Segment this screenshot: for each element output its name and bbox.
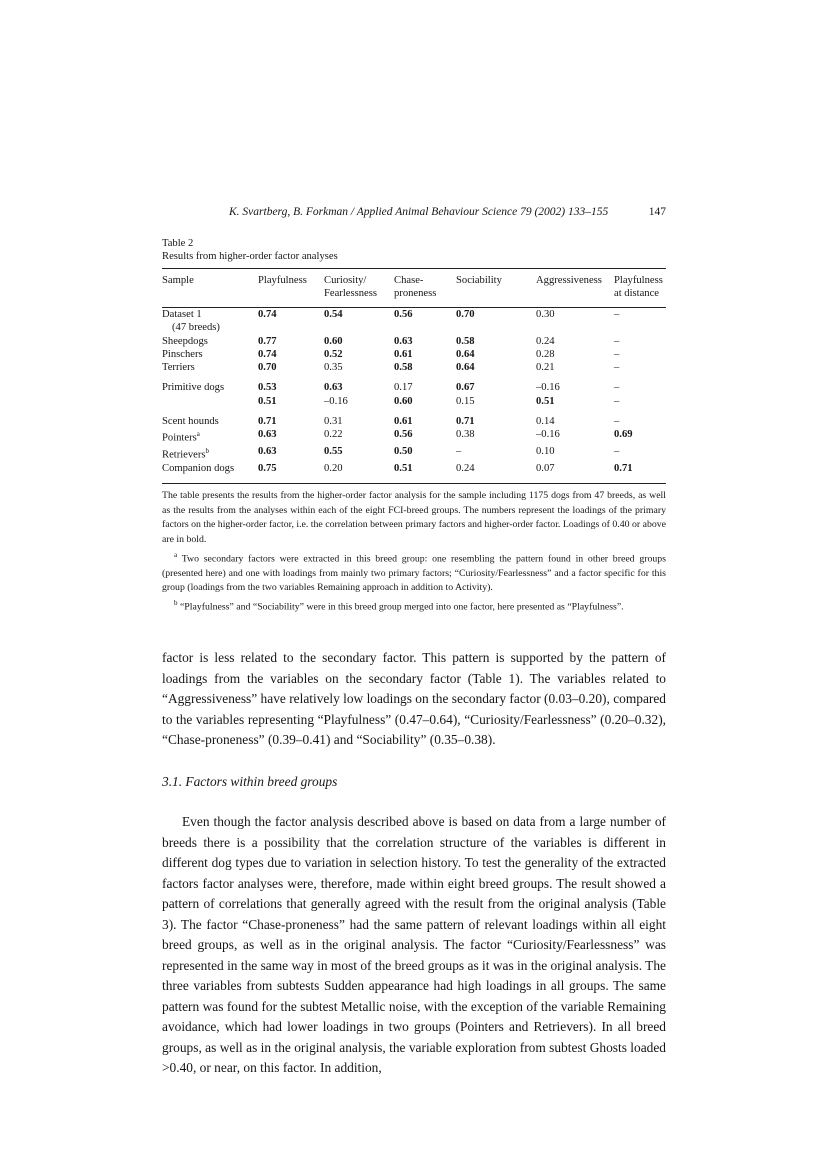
row-label: Terriers xyxy=(162,362,195,374)
footnote-mark-a: a xyxy=(196,430,200,439)
row-label: Primitive dogs xyxy=(162,382,225,394)
table-note-main: The table presents the results from the higher-order factor analysis for the sample including 1175 dogs from 47 breeds, as well as the results from the analyses within each of the eight FCI-breed groups. The numbers represent the loadings of the primary factors on the higher-order factor, i.e. the correlation between primary factors and higher-order factor. Loadings of 0.40 or above are in bold. xyxy=(162,490,666,546)
table-row xyxy=(162,395,666,408)
cell-value: 0.71 xyxy=(456,416,475,428)
cell-value: 0.24 xyxy=(456,463,475,475)
cell-value: 0.15 xyxy=(456,395,475,407)
cell-value: – xyxy=(614,416,620,428)
cell-value: 0.28 xyxy=(536,348,555,360)
cell-value: 0.54 xyxy=(324,309,343,320)
cell-value: 0.70 xyxy=(258,362,277,374)
row-label: Retrievers$^b$ xyxy=(162,447,210,461)
cell-value: 0.75 xyxy=(258,463,277,475)
cell-value: 0.61 xyxy=(394,416,413,428)
cell-value: 0.67 xyxy=(456,382,475,394)
table-footnote-a: $^a$ Two secondary factors were extracted in this breed group: one resembling the pattern found in other breed groups (presented here) and one with loadings from mainly two primary factors; “Curiosity/Fearlessness” and a factor specific for this group (loadings from the two variables Remaining approach in addition to Activity). xyxy=(162,550,666,594)
table-row xyxy=(162,462,666,475)
table-row xyxy=(162,445,666,462)
col-header-curiosity: Curiosity/ Fearlessness xyxy=(324,275,377,299)
cell-value: 0.07 xyxy=(536,463,555,475)
table-body xyxy=(162,304,666,475)
cell-value: 0.60 xyxy=(324,335,343,347)
cell-value: – xyxy=(614,335,620,347)
table-row xyxy=(162,428,666,445)
section-heading: 3.1. Factors within breed groups xyxy=(162,773,338,789)
cell-value: – xyxy=(614,395,620,407)
table-row xyxy=(162,374,666,394)
paragraph: factor is less related to the secondary factor. This pattern is supported by the pattern of loadings from the variables on the secondary factor (Table 1). The variables related to “Aggressiveness” have relatively low loadings on the secondary factor (0.03–0.20), compared to the variables representing “Playfulness” (0.47–0.64), “Curiosity/Fearlessness” (0.20–0.32), “Chase-proneness” (0.39–0.41) and “Sociability” (0.35–0.38). xyxy=(162,650,666,747)
cell-value: 0.63 xyxy=(258,446,277,458)
row-label: Scent hounds xyxy=(162,416,219,428)
cell-value: 0.71 xyxy=(614,463,633,475)
running-header xyxy=(162,206,666,222)
table-row xyxy=(162,348,666,361)
cell-value: 0.61 xyxy=(394,348,413,360)
results-table xyxy=(162,275,666,475)
cell-value: 0.74 xyxy=(258,309,277,320)
cell-value: 0.53 xyxy=(258,382,277,394)
cell-value: 0.63 xyxy=(324,382,343,394)
cell-value: 0.64 xyxy=(456,348,475,360)
cell-value: 0.31 xyxy=(324,416,343,428)
col-header-sample: Sample xyxy=(162,275,194,286)
row-label xyxy=(162,395,258,408)
cell-value: 0.52 xyxy=(324,348,343,360)
table-label: Table 2 xyxy=(162,238,194,249)
table-bottom-rule xyxy=(162,483,666,484)
cell-value: 0.22 xyxy=(324,429,343,441)
cell-value: 0.56 xyxy=(394,309,413,320)
cell-value: 0.51 xyxy=(258,395,277,407)
col-header-sociability: Sociability xyxy=(456,275,502,286)
cell-value: 0.17 xyxy=(394,382,413,394)
table-top-rule xyxy=(162,268,666,269)
cell-value: 0.38 xyxy=(456,429,475,441)
cell-value: – xyxy=(614,348,620,360)
cell-value: 0.20 xyxy=(324,463,343,475)
col-header-aggressiveness: Aggressiveness xyxy=(536,275,602,286)
cell-value: 0.50 xyxy=(394,446,413,458)
paragraph: Even though the factor analysis described above is based on data from a large number of breeds there is a possibility that the correlation structure of the variables is different in different dog types due to variation in selection history. To test the generality of the extracted factors factor analyses were, therefore, made within eight breed groups. The result showed a pattern of correlations that generally agreed with the result from the original analysis (Table 3). The factor “Chase-proneness” had the same pattern of relevant loadings within all eight breed groups, as well as in the original analysis. The factor “Curiosity/Fearlessness” was represented in the same way in most of the breed groups as it was in the original analysis. The three variables from subtests Sudden appearance had high loadings in all groups. The same pattern was found for the subtest Metallic noise, with the exception of the variable Remaining avoidance, which had lower loadings in two groups (Pointers and Retrievers). In all breed groups, as well as in the original analysis, the variable exploration from subtest Ghosts loaded >0.40, or near, on this factor. In addition, xyxy=(162,814,666,1075)
row-label: (47 breeds) xyxy=(172,322,220,334)
cell-value: – xyxy=(456,446,462,458)
cell-value: 0.35 xyxy=(324,362,343,374)
row-label: Dataset 1 xyxy=(162,309,202,320)
running-title: K. Svartberg, B. Forkman / Applied Animal Behaviour Science 79 (2002) 133–155 xyxy=(229,206,609,218)
table-title: Results from higher-order factor analyses xyxy=(162,251,338,262)
cell-value: 0.24 xyxy=(536,335,555,347)
cell-value: 0.70 xyxy=(456,309,475,320)
cell-value: 0.30 xyxy=(536,309,555,320)
row-label: Pointers$^a$ xyxy=(162,430,200,444)
body-text xyxy=(162,648,666,1079)
cell-value: – xyxy=(614,382,620,394)
row-label: Companion dogs xyxy=(162,463,235,475)
cell-value: 0.56 xyxy=(394,429,413,441)
cell-value: 0.77 xyxy=(258,335,277,347)
cell-value: 0.63 xyxy=(258,429,277,441)
footnote-mark-b: b xyxy=(205,447,210,456)
cell-value: – xyxy=(614,446,620,458)
cell-value: –0.16 xyxy=(536,429,560,441)
cell-value: 0.64 xyxy=(456,362,475,374)
cell-value: 0.21 xyxy=(536,362,555,374)
cell-value: 0.74 xyxy=(258,348,277,360)
cell-value: – xyxy=(614,362,620,374)
page-number: 147 xyxy=(648,206,666,218)
table-caption xyxy=(162,237,338,263)
cell-value: – xyxy=(614,309,620,320)
cell-value: 0.63 xyxy=(394,335,413,347)
cell-value: 0.58 xyxy=(394,362,413,374)
cell-value: 0.51 xyxy=(536,395,555,407)
cell-value: 0.55 xyxy=(324,446,343,458)
row-label: Pinschers xyxy=(162,348,203,360)
table-row xyxy=(162,321,666,334)
col-header-playfulness: Playfulness xyxy=(258,275,307,286)
table-row xyxy=(162,408,666,428)
table-row xyxy=(162,361,666,374)
cell-value: 0.14 xyxy=(536,416,555,428)
table-footnote-b: $^b$ “Playfulness” and “Sociability” were in this breed group merged into one factor, here presented as “Playfulness”. xyxy=(174,599,624,613)
cell-value: –0.16 xyxy=(536,382,560,394)
cell-value: 0.51 xyxy=(394,463,413,475)
col-header-chase: Chase- proneness xyxy=(394,275,437,299)
table-row xyxy=(162,335,666,348)
cell-value: 0.69 xyxy=(614,429,633,441)
cell-value: 0.71 xyxy=(258,416,277,428)
table-row xyxy=(162,308,666,321)
cell-value: –0.16 xyxy=(324,395,348,407)
cell-value: 0.58 xyxy=(456,335,475,347)
col-header-play-distance: Playfulness at distance xyxy=(614,275,663,299)
table-header xyxy=(162,275,666,304)
table-notes xyxy=(162,489,666,615)
cell-value: 0.60 xyxy=(394,395,413,407)
row-label: Sheepdogs xyxy=(162,335,208,347)
cell-value: 0.10 xyxy=(536,446,555,458)
